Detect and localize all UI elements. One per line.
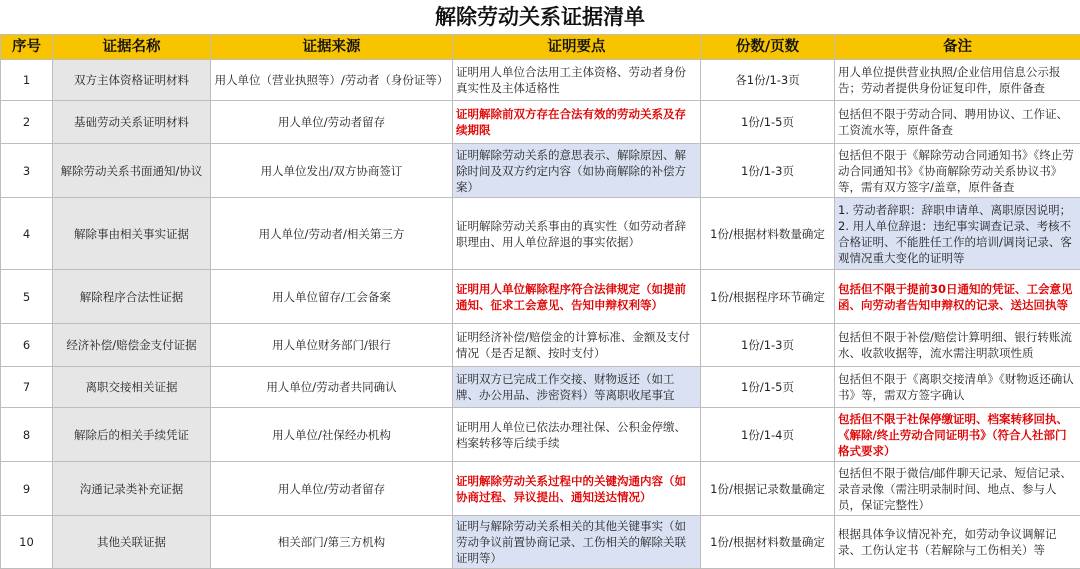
cell-source: 用人单位留存/工会备案 [211,270,453,324]
cell-name: 解除事由相关事实证据 [53,198,211,270]
cell-copies: 1份/根据记录数量确定 [701,462,835,516]
cell-copies: 1份/1-3页 [701,144,835,198]
cell-copies: 1份/1-5页 [701,367,835,408]
cell-point: 证明用人单位解除程序符合法律规定（如提前通知、征求工会意见、告知申辩权利等） [453,270,701,324]
cell-name: 经济补偿/赔偿金支付证据 [53,324,211,367]
table-row [1,101,1080,144]
page-title: 解除劳动关系证据清单 [0,0,1080,34]
header-note: 备注 [835,35,1080,60]
cell-note: 包括但不限于微信/邮件聊天记录、短信记录、录音录像（需注明录制时间、地点、参与人员，保证完整性） [835,462,1080,516]
cell-note: 包括但不限于补偿/赔偿计算明细、银行转账流水、收款收据等，流水需注明款项性质 [835,324,1080,367]
cell-note: 根据具体争议情况补充，如劳动争议调解记录、工伤认定书（若解除与工伤相关）等 [835,516,1080,569]
cell-source: 用人单位/劳动者留存 [211,101,453,144]
table-row [1,198,1080,270]
cell-note: 包括但不限于提前30日通知的凭证、工会意见函、向劳动者告知申辩权的记录、送达回执等 [835,270,1080,324]
cell-no: 8 [1,408,53,462]
cell-name: 解除劳动关系书面通知/协议 [53,144,211,198]
cell-copies: 1份/根据材料数量确定 [701,516,835,569]
table-row [1,324,1080,367]
cell-name: 解除程序合法性证据 [53,270,211,324]
cell-no: 10 [1,516,53,569]
cell-point: 证明用人单位已依法办理社保、公积金停缴、档案转移等后续手续 [453,408,701,462]
cell-no: 6 [1,324,53,367]
cell-name: 解除后的相关手续凭证 [53,408,211,462]
cell-source: 用人单位财务部门/银行 [211,324,453,367]
table-row [1,367,1080,408]
cell-name: 离职交接相关证据 [53,367,211,408]
cell-no: 5 [1,270,53,324]
cell-note: 包括但不限于《解除劳动合同通知书》《终止劳动合同通知书》《协商解除劳动关系协议书》等，需有双方签字/盖章，原件备查 [835,144,1080,198]
cell-no: 3 [1,144,53,198]
cell-name: 基础劳动关系证明材料 [53,101,211,144]
evidence-table [0,34,1080,569]
table-row [1,270,1080,324]
cell-copies: 1份/1-4页 [701,408,835,462]
header-name: 证据名称 [53,35,211,60]
cell-copies: 1份/根据程序环节确定 [701,270,835,324]
table-row [1,144,1080,198]
cell-point: 证明双方已完成工作交接、财物返还（如工牌、办公用品、涉密资料）等离职收尾事宜 [453,367,701,408]
cell-no: 9 [1,462,53,516]
cell-copies: 1份/1-5页 [701,101,835,144]
cell-point: 证明解除劳动关系事由的真实性（如劳动者辞职理由、用人单位辞退的事实依据） [453,198,701,270]
table-row [1,462,1080,516]
cell-note: 1. 劳动者辞职：辞职申请单、离职原因说明；2. 用人单位辞退：违纪事实调查记录、考核不合格证明、不能胜任工作的培训/调岗记录、客观情况重大变化的证明等 [835,198,1080,270]
cell-source: 用人单位发出/双方协商签订 [211,144,453,198]
cell-name: 双方主体资格证明材料 [53,60,211,101]
cell-point: 证明经济补偿/赔偿金的计算标准、金额及支付情况（是否足额、按时支付） [453,324,701,367]
cell-source: 用人单位/社保经办机构 [211,408,453,462]
cell-note: 包括但不限于《离职交接清单》《财物返还确认书》等，需双方签字确认 [835,367,1080,408]
cell-point: 证明解除劳动关系过程中的关键沟通内容（如协商过程、异议提出、通知送达情况） [453,462,701,516]
cell-source: 用人单位（营业执照等）/劳动者（身份证等） [211,60,453,101]
cell-point: 证明用人单位合法用工主体资格、劳动者身份真实性及主体适格性 [453,60,701,101]
cell-copies: 各1份/1-3页 [701,60,835,101]
header-no: 序号 [1,35,53,60]
cell-no: 1 [1,60,53,101]
cell-note: 包括但不限于社保停缴证明、档案转移回执、《解除/终止劳动合同证明书》（符合人社部门格式要求） [835,408,1080,462]
cell-source: 相关部门/第三方机构 [211,516,453,569]
cell-no: 4 [1,198,53,270]
header-point: 证明要点 [453,35,701,60]
table-row [1,60,1080,101]
cell-source: 用人单位/劳动者共同确认 [211,367,453,408]
cell-note: 用人单位提供营业执照/企业信用信息公示报告；劳动者提供身份证复印件，原件备查 [835,60,1080,101]
cell-name: 沟通记录类补充证据 [53,462,211,516]
header-copies: 份数/页数 [701,35,835,60]
cell-point: 证明解除劳动关系的意思表示、解除原因、解除时间及双方约定内容（如协商解除的补偿方案） [453,144,701,198]
cell-source: 用人单位/劳动者/相关第三方 [211,198,453,270]
table-row [1,408,1080,462]
header-source: 证据来源 [211,35,453,60]
cell-note: 包括但不限于劳动合同、聘用协议、工作证、工资流水等，原件备查 [835,101,1080,144]
cell-copies: 1份/根据材料数量确定 [701,198,835,270]
cell-source: 用人单位/劳动者留存 [211,462,453,516]
table-row [1,516,1080,569]
cell-no: 7 [1,367,53,408]
cell-no: 2 [1,101,53,144]
cell-point: 证明解除前双方存在合法有效的劳动关系及存续期限 [453,101,701,144]
cell-copies: 1份/1-3页 [701,324,835,367]
cell-point: 证明与解除劳动关系相关的其他关键事实（如劳动争议前置协商记录、工伤相关的解除关联证明等） [453,516,701,569]
table-header-row [1,35,1080,60]
cell-name: 其他关联证据 [53,516,211,569]
